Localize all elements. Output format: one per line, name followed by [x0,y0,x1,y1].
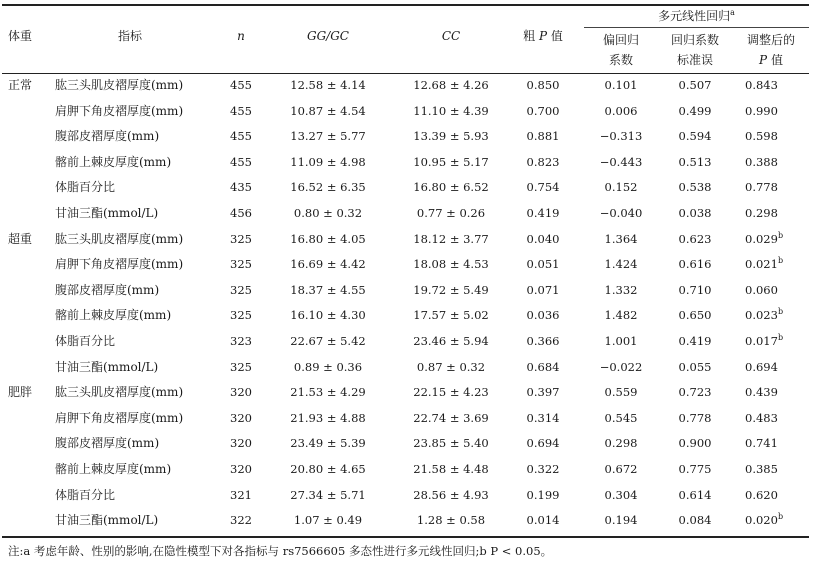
row-indicator: 髂前上棘皮厚度(mm) [55,155,172,169]
row-cc: 19.72 ± 5.49 [413,283,489,297]
row-coef: 0.545 [604,411,638,425]
row-adj-p-value: 0.483 [745,411,778,425]
row-adj-p [733,308,809,322]
row-coef: 1.364 [604,232,638,246]
row-adj-p [733,155,809,169]
row-gg-gc: 12.58 ± 4.14 [290,78,366,92]
row-indicator: 体脂百分比 [55,488,116,502]
row-crude-p: 0.051 [526,257,560,271]
row-cc: 11.10 ± 4.39 [413,104,489,118]
row-cc: 16.80 ± 6.52 [413,180,489,194]
row-cc: 0.77 ± 0.26 [416,206,486,220]
row-adj-p-value: 0.598 [745,129,778,143]
table-footnote: 注:a 考虑年龄、性别的影响,在隐性模型下对各指标与 rs7566605 多态性进行多元线性回归;b P < 0.05。 [8,544,553,558]
row-n: 455 [230,129,252,143]
row-n: 320 [230,411,252,425]
row-adj-p-sup: b [777,231,784,240]
row-cc: 21.58 ± 4.48 [413,462,489,476]
row-se: 0.507 [678,78,712,92]
row-crude-p: 0.071 [526,283,560,297]
row-n: 455 [230,155,252,169]
row-adj-p [733,462,809,476]
row-n: 325 [230,232,252,246]
row-cc: 18.12 ± 3.77 [413,232,489,246]
row-coef: 1.424 [604,257,638,271]
row-indicator: 腹部皮褶厚度(mm) [55,283,160,297]
row-crude-p: 0.850 [526,78,560,92]
row-n: 435 [230,180,252,194]
group-label: 超重 [8,232,33,246]
header-crude-p-symbol: P [538,29,548,43]
row-adj-p-value: 0.023 [745,308,778,322]
bottom-rule [2,536,809,538]
row-adj-p [733,78,809,92]
row-gg-gc: 16.69 ± 4.42 [290,257,366,271]
row-adj-p-value: 0.694 [745,360,778,374]
row-adj-p-value: 0.060 [745,283,778,297]
row-adj-p [733,232,809,246]
row-adj-p [733,411,809,425]
row-adj-p [733,129,809,143]
row-coef: 0.672 [604,462,638,476]
row-gg-gc: 21.53 ± 4.29 [290,385,366,399]
row-indicator: 体脂百分比 [55,334,116,348]
header-adj-p-symbol: P [759,53,768,67]
row-coef: 0.006 [604,104,638,118]
row-adj-p [733,334,809,348]
row-indicator: 肱三头肌皮褶厚度(mm) [55,385,184,399]
row-gg-gc: 18.37 ± 4.55 [290,283,366,297]
row-n: 320 [230,462,252,476]
row-adj-p [733,385,809,399]
row-adj-p [733,513,809,527]
row-crude-p: 0.036 [526,308,560,322]
row-se: 0.614 [678,488,712,502]
row-n: 320 [230,385,252,399]
row-adj-p [733,436,809,450]
row-adj-p [733,206,809,220]
row-adj-p-value: 0.439 [745,385,778,399]
row-se: 0.778 [678,411,712,425]
row-n: 321 [230,488,252,502]
row-se: 0.499 [678,104,712,118]
row-coef: 0.194 [604,513,638,527]
row-gg-gc: 16.52 ± 6.35 [290,180,366,194]
row-gg-gc: 16.10 ± 4.30 [290,308,366,322]
row-indicator: 腹部皮褶厚度(mm) [55,436,160,450]
row-gg-gc: 20.80 ± 4.65 [290,462,366,476]
row-se: 0.055 [678,360,712,374]
row-gg-gc: 0.80 ± 0.32 [293,206,363,220]
row-adj-p-value: 0.620 [745,488,778,502]
row-gg-gc: 11.09 ± 4.98 [290,155,366,169]
row-cc: 1.28 ± 0.58 [416,513,486,527]
row-cc: 10.95 ± 5.17 [413,155,489,169]
row-cc: 13.39 ± 5.93 [413,129,489,143]
row-n: 455 [230,78,252,92]
header-multi-regression-sup: a [730,8,735,17]
row-gg-gc: 10.87 ± 4.54 [290,104,366,118]
row-crude-p: 0.199 [526,488,560,502]
row-indicator: 肩胛下角皮褶厚度(mm) [55,257,184,271]
row-n: 456 [230,206,252,220]
row-adj-p-sup: b [777,512,784,521]
row-adj-p [733,360,809,374]
row-indicator: 甘油三酯(mmol/L) [55,513,159,527]
row-adj-p-value: 0.017 [745,334,778,348]
row-adj-p-value: 0.020 [745,513,778,527]
row-gg-gc: 23.49 ± 5.39 [290,436,366,450]
row-cc: 17.57 ± 5.02 [413,308,489,322]
header-adj-p-suffix: 值 [770,53,783,67]
row-coef: 0.152 [604,180,638,194]
header-se-line1: 回归系数 [670,33,719,47]
row-n: 455 [230,104,252,118]
row-adj-p [733,104,809,118]
header-coef-line1: 偏回归 [602,33,639,47]
row-cc: 12.68 ± 4.26 [413,78,489,92]
row-indicator: 肩胛下角皮褶厚度(mm) [55,104,184,118]
row-se: 0.650 [678,308,712,322]
row-gg-gc: 1.07 ± 0.49 [293,513,363,527]
row-adj-p-value: 0.388 [745,155,778,169]
header-adj-line2 [733,53,809,67]
row-coef: −0.040 [599,206,643,220]
row-n: 320 [230,436,252,450]
row-adj-p-value: 0.029 [745,232,778,246]
row-adj-p [733,488,809,502]
row-crude-p: 0.754 [526,180,560,194]
header-crude-p [508,29,578,43]
row-coef: −0.313 [599,129,643,143]
row-indicator: 肩胛下角皮褶厚度(mm) [55,411,184,425]
row-se: 0.775 [678,462,712,476]
row-adj-p-sup: b [777,256,784,265]
row-gg-gc: 16.80 ± 4.05 [290,232,366,246]
row-adj-p [733,283,809,297]
header-se-line2: 标准误 [676,53,713,67]
row-gg-gc: 22.67 ± 5.42 [290,334,366,348]
row-coef: −0.022 [599,360,643,374]
row-n: 325 [230,257,252,271]
row-indicator: 肱三头肌皮褶厚度(mm) [55,232,184,246]
header-multi-regression-label: 多元线性回归 [658,9,731,23]
row-crude-p: 0.694 [526,436,560,450]
row-cc: 22.15 ± 4.23 [413,385,489,399]
row-gg-gc: 27.34 ± 5.71 [290,488,366,502]
row-adj-p-value: 0.298 [745,206,778,220]
row-se: 0.723 [678,385,712,399]
row-gg-gc: 13.27 ± 5.77 [290,129,366,143]
row-crude-p: 0.397 [526,385,560,399]
row-se: 0.623 [678,232,712,246]
top-rule [2,4,809,6]
row-cc: 23.85 ± 5.40 [413,436,489,450]
multi-regression-rule [584,27,809,28]
group-label: 肥胖 [8,385,33,399]
row-se: 0.900 [678,436,712,450]
row-coef: −0.443 [599,155,643,169]
row-crude-p: 0.881 [526,129,560,143]
row-crude-p: 0.314 [526,411,560,425]
row-crude-p: 0.823 [526,155,560,169]
row-cc: 0.87 ± 0.32 [416,360,486,374]
row-adj-p [733,257,809,271]
row-crude-p: 0.700 [526,104,560,118]
row-crude-p: 0.684 [526,360,560,374]
row-indicator: 甘油三酯(mmol/L) [55,206,159,220]
row-n: 325 [230,360,252,374]
row-adj-p-value: 0.021 [745,257,778,271]
row-se: 0.038 [678,206,712,220]
row-crude-p: 0.322 [526,462,560,476]
row-adj-p-value: 0.843 [745,78,778,92]
row-indicator: 体脂百分比 [55,180,116,194]
row-se: 0.513 [678,155,712,169]
row-se: 0.594 [678,129,712,143]
row-se: 0.616 [678,257,712,271]
header-rule [2,73,809,74]
row-n: 325 [230,308,252,322]
row-cc: 28.56 ± 4.93 [413,488,489,502]
header-crude-p-prefix: 粗 [523,29,536,43]
row-se: 0.710 [678,283,712,297]
header-multi-regression [584,9,809,23]
row-indicator: 甘油三酯(mmol/L) [55,360,159,374]
row-crude-p: 0.366 [526,334,560,348]
row-cc: 18.08 ± 4.53 [413,257,489,271]
row-coef: 0.304 [604,488,638,502]
row-adj-p-sup: b [777,307,784,316]
header-indicator: 指标 [117,29,142,43]
row-cc: 23.46 ± 5.94 [413,334,489,348]
row-crude-p: 0.014 [526,513,560,527]
row-adj-p-value: 0.741 [745,436,778,450]
row-coef: 1.332 [604,283,638,297]
row-se: 0.084 [678,513,712,527]
row-crude-p: 0.419 [526,206,560,220]
header-group: 体重 [8,29,33,43]
row-crude-p: 0.040 [526,232,560,246]
row-coef: 1.482 [604,308,638,322]
header-cc: CC [441,29,461,43]
row-adj-p-value: 0.385 [745,462,778,476]
header-gg-gc: GG/GC [307,29,349,43]
row-coef: 0.559 [604,385,638,399]
row-indicator: 髂前上棘皮厚度(mm) [55,308,172,322]
row-coef: 0.298 [604,436,638,450]
row-indicator: 髂前上棘皮厚度(mm) [55,462,172,476]
header-coef-line2: 系数 [608,53,633,67]
row-n: 322 [230,513,252,527]
row-n: 325 [230,283,252,297]
header-crude-p-suffix: 值 [550,29,563,43]
group-label: 正常 [8,78,33,92]
row-se: 0.538 [678,180,712,194]
row-coef: 1.001 [604,334,638,348]
row-gg-gc: 0.89 ± 0.36 [293,360,363,374]
header-n: n [237,29,245,43]
row-adj-p-value: 0.990 [745,104,778,118]
row-se: 0.419 [678,334,712,348]
row-adj-p-sup: b [777,333,784,342]
row-cc: 22.74 ± 3.69 [413,411,489,425]
row-indicator: 肱三头肌皮褶厚度(mm) [55,78,184,92]
row-indicator: 腹部皮褶厚度(mm) [55,129,160,143]
row-gg-gc: 21.93 ± 4.88 [290,411,366,425]
row-coef: 0.101 [604,78,638,92]
row-n: 323 [230,334,252,348]
row-adj-p-value: 0.778 [745,180,778,194]
header-adj-line1: 调整后的 [746,33,795,47]
row-adj-p [733,180,809,194]
